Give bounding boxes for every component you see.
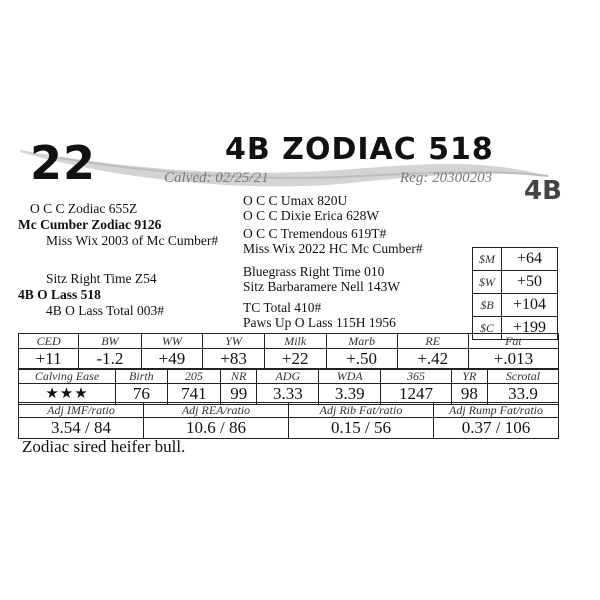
- pedigree-right-4: Miss Wix 2022 HC Mc Cumber#: [243, 241, 423, 256]
- performance-value: 98: [451, 384, 487, 405]
- lot-number: 22: [30, 136, 97, 190]
- performance-value: 33.9: [487, 384, 558, 405]
- epd-value: +49: [141, 349, 203, 370]
- brand-mark: 4B: [524, 176, 562, 206]
- performance-header: Birth: [116, 369, 168, 384]
- epd-header: Milk: [264, 334, 326, 349]
- epd-header: WW: [141, 334, 203, 349]
- pedigree-right-2: O C C Dixie Erica 628W: [243, 208, 380, 223]
- pedigree-right-5: Bluegrass Right Time 010: [243, 264, 385, 279]
- dollar-index-table: [472, 247, 558, 340]
- dollar-index-label: $W: [473, 271, 502, 294]
- calved-date: Calved: 02/25/21: [164, 170, 269, 186]
- performance-value: 76: [116, 384, 168, 405]
- performance-header: YR: [451, 369, 487, 384]
- epd-header: YW: [203, 334, 265, 349]
- epd-value: +.013: [468, 349, 558, 370]
- performance-value: 99: [221, 384, 257, 405]
- epd-value: +.42: [397, 349, 468, 370]
- dollar-index-row: [473, 294, 558, 317]
- performance-header: Calving Ease: [19, 369, 116, 384]
- ultrasound-value: 3.54 / 84: [19, 418, 144, 439]
- ultrasound-header: Adj Rib Fat/ratio: [289, 403, 434, 418]
- ultrasound-value-row: [19, 418, 559, 439]
- pedigree-sire-dam: Miss Wix 2003 of Mc Cumber#: [46, 233, 219, 248]
- dollar-index-label: $C: [473, 317, 502, 340]
- dollar-index-row: [473, 271, 558, 294]
- performance-header: 205: [167, 369, 220, 384]
- ultrasound-header: Adj Rump Fat/ratio: [434, 403, 559, 418]
- ultrasound-value: 0.37 / 106: [434, 418, 559, 439]
- pedigree-right-1: O C C Umax 820U: [243, 193, 348, 208]
- epd-value-row: [19, 349, 559, 370]
- dollar-index-label: $B: [473, 294, 502, 317]
- pedigree-right-6: Sitz Barbaramere Nell 143W: [243, 279, 401, 294]
- performance-header: Scrotal: [487, 369, 558, 384]
- epd-table: [18, 333, 559, 370]
- pedigree-dam-sire: Sitz Right Time Z54: [46, 271, 157, 286]
- ultrasound-value: 0.15 / 56: [289, 418, 434, 439]
- epd-header: Marb: [326, 334, 397, 349]
- epd-header: BW: [79, 334, 141, 349]
- pedigree-sire: Mc Cumber Zodiac 9126: [18, 217, 162, 232]
- epd-value: +.50: [326, 349, 397, 370]
- performance-value: 741: [167, 384, 220, 405]
- ultrasound-value: 10.6 / 86: [144, 418, 289, 439]
- pedigree-right-3: O C C Tremendous 619T#: [243, 226, 387, 241]
- pedigree-sire-sire: O C C Zodiac 655Z: [30, 201, 138, 216]
- dollar-index-value: +199: [502, 317, 558, 340]
- performance-value: 3.33: [257, 384, 319, 405]
- pedigree-right-7: TC Total 410#: [243, 300, 322, 315]
- ultrasound-header-row: [19, 403, 559, 418]
- epd-value: +83: [203, 349, 265, 370]
- performance-table: [18, 368, 559, 405]
- dollar-index-row: [473, 248, 558, 271]
- epd-value: -1.2: [79, 349, 141, 370]
- epd-header: RE: [397, 334, 468, 349]
- ultrasound-table: [18, 402, 559, 439]
- dollar-index-value: +64: [502, 248, 558, 271]
- performance-header: WDA: [319, 369, 381, 384]
- footnote: Zodiac sired heifer bull.: [22, 437, 186, 456]
- ultrasound-header: Adj REA/ratio: [144, 403, 289, 418]
- performance-value: 3.39: [319, 384, 381, 405]
- registration-number: Reg: 20300203: [400, 170, 493, 186]
- animal-name: 4B ZODIAC 518: [225, 132, 494, 167]
- performance-header: 365: [381, 369, 452, 384]
- performance-value: 1247: [381, 384, 452, 405]
- epd-header: Fat: [468, 334, 558, 349]
- dollar-index-value: +104: [502, 294, 558, 317]
- dollar-index-value: +50: [502, 271, 558, 294]
- epd-header: CED: [19, 334, 79, 349]
- dollar-index-label: $M: [473, 248, 502, 271]
- pedigree-right-8: Paws Up O Lass 115H 1956: [243, 315, 396, 330]
- epd-value: +22: [264, 349, 326, 370]
- epd-header-row: [19, 334, 559, 349]
- calving-ease-stars: ★★★: [19, 384, 116, 405]
- performance-header: NR: [221, 369, 257, 384]
- epd-value: +11: [19, 349, 79, 370]
- ultrasound-header: Adj IMF/ratio: [19, 403, 144, 418]
- pedigree-dam: 4B O Lass 518: [18, 287, 101, 302]
- performance-header-row: [19, 369, 559, 384]
- pedigree-dam-dam: 4B O Lass Total 003#: [46, 303, 165, 318]
- performance-header: ADG: [257, 369, 319, 384]
